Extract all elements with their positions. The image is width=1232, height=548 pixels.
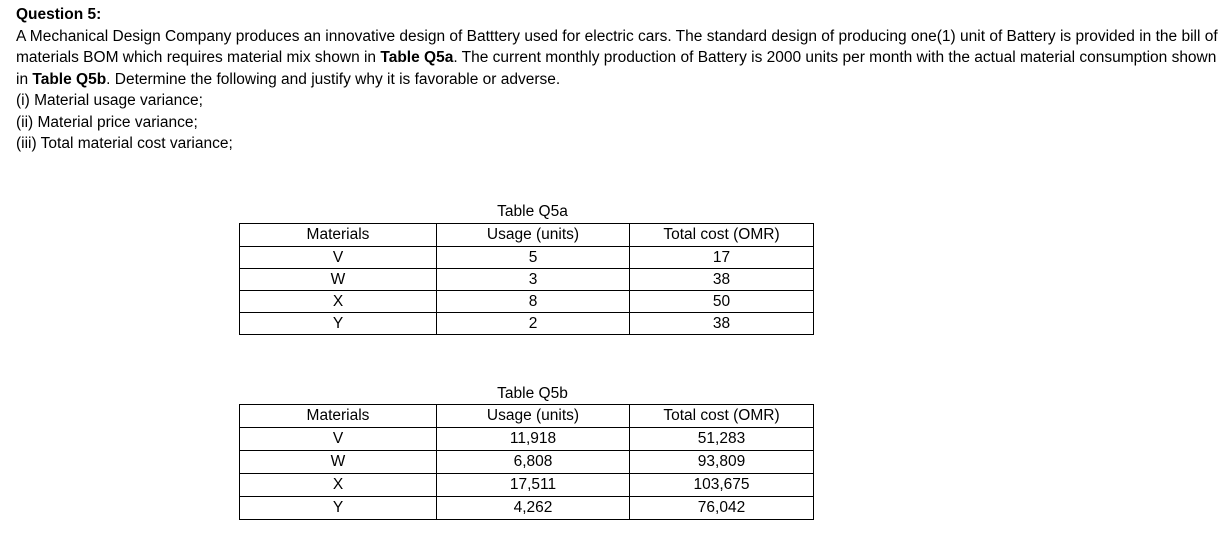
question-heading: Question 5:: [16, 6, 102, 23]
usage-cell: 4,262: [437, 497, 630, 520]
question-text-part: . Determine the following and justify why it is favorable or adverse.: [106, 70, 561, 88]
question-part-i: (i) Material usage variance;: [16, 92, 203, 109]
table-row: [240, 247, 814, 269]
table-q5b-caption: Table Q5b: [497, 385, 568, 402]
cost-cell: 17: [630, 247, 814, 269]
table-row: [240, 497, 814, 520]
table-row: [240, 428, 814, 451]
table-ref-a: Table Q5a: [380, 49, 454, 66]
table-row: [240, 291, 814, 313]
table-header-row: [240, 224, 814, 247]
material-cell: X: [240, 291, 437, 313]
material-cell: V: [240, 428, 437, 451]
table-q5a: [239, 223, 814, 335]
header-usage: Usage (units): [437, 405, 630, 428]
material-cell: X: [240, 474, 437, 497]
table-row: [240, 269, 814, 291]
header-usage: Usage (units): [437, 224, 630, 247]
usage-cell: 5: [437, 247, 630, 269]
cost-cell: 38: [630, 269, 814, 291]
cost-cell: 38: [630, 313, 814, 335]
question-text-part: A Mechanical Design Company produces an innovative design of Batttery used for electric cars. The standard design of producing one(1) unit of Battery is provided in the bill of materials BOM which requires material mix shown in: [16, 27, 1218, 66]
table-header-row: [240, 405, 814, 428]
usage-cell: 11,918: [437, 428, 630, 451]
usage-cell: 3: [437, 269, 630, 291]
usage-cell: 17,511: [437, 474, 630, 497]
cost-cell: 51,283: [630, 428, 814, 451]
table-ref-b: Table Q5b: [32, 70, 107, 88]
usage-cell: 2: [437, 313, 630, 335]
material-cell: Y: [240, 313, 437, 335]
cost-cell: 50: [630, 291, 814, 313]
cost-cell: 76,042: [630, 497, 814, 520]
material-cell: W: [240, 269, 437, 291]
question-parts: [16, 90, 1221, 155]
question-part-ii: (ii) Material price variance;: [16, 113, 198, 131]
question-block: [16, 4, 1221, 155]
header-total-cost: Total cost (OMR): [630, 224, 814, 247]
question-part-iii: (iii) Total material cost variance;: [16, 135, 233, 152]
header-materials: Materials: [240, 405, 437, 428]
material-cell: W: [240, 451, 437, 474]
table-q5a-caption: Table Q5a: [497, 203, 568, 220]
cost-cell: 103,675: [630, 474, 814, 497]
table-row: [240, 451, 814, 474]
header-materials: Materials: [240, 224, 437, 247]
table-row: [240, 313, 814, 335]
cost-cell: 93,809: [630, 451, 814, 474]
table-q5b: [239, 404, 814, 520]
usage-cell: 6,808: [437, 451, 630, 474]
header-total-cost: Total cost (OMR): [630, 405, 814, 428]
question-text: [16, 26, 1221, 91]
question-text-part: . The current monthly production of Battery is 2000 units per month with the actual material consumption shown in: [16, 49, 1217, 88]
material-cell: Y: [240, 497, 437, 520]
usage-cell: 8: [437, 291, 630, 313]
table-row: [240, 474, 814, 497]
material-cell: V: [240, 247, 437, 269]
